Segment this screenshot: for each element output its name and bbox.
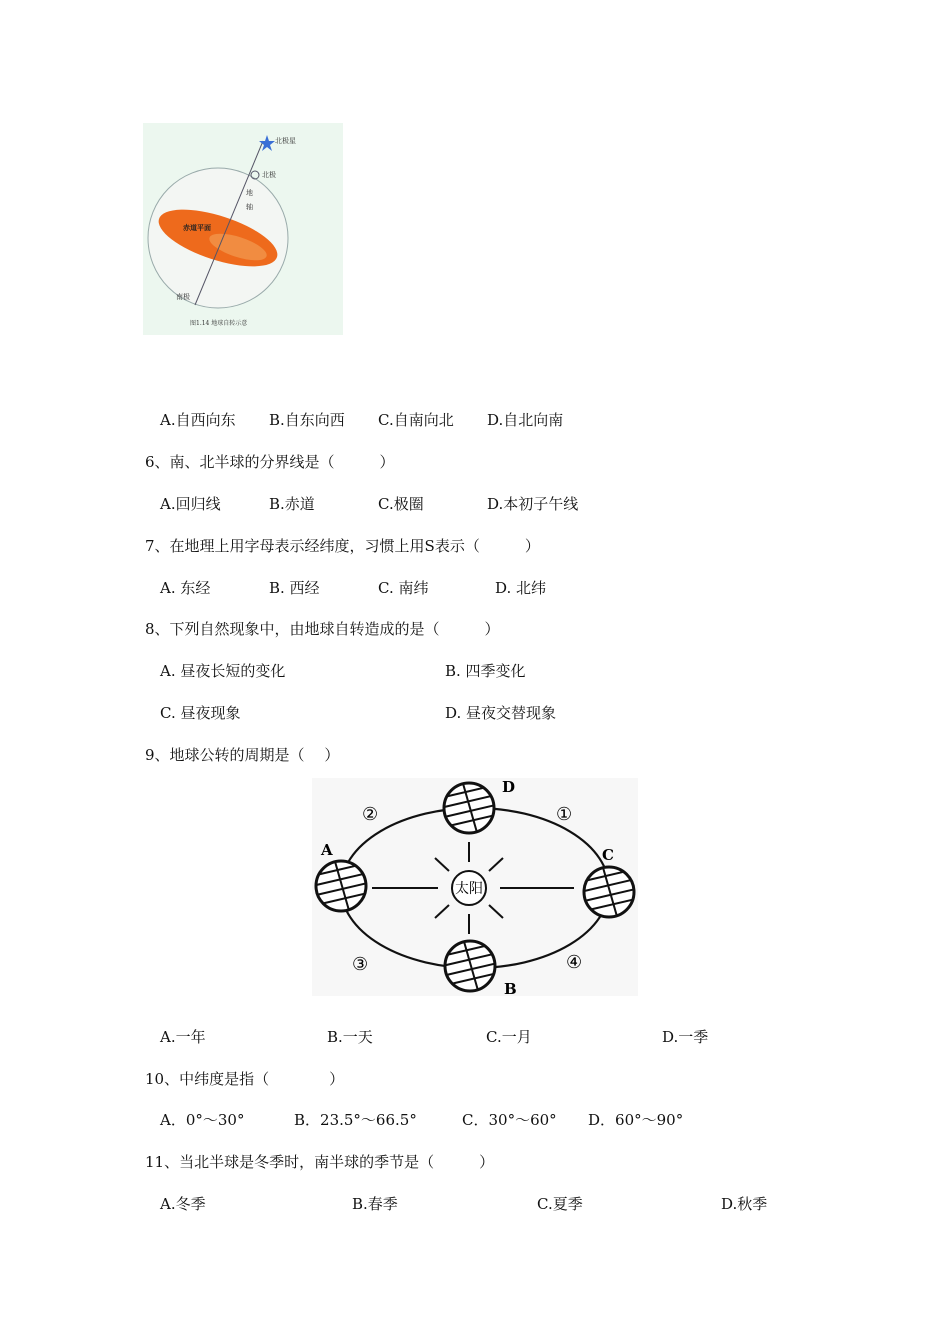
q6-option-d[interactable]: D.本初子午线: [487, 495, 579, 513]
q5-option-d[interactable]: D.自北向南: [487, 411, 564, 429]
q9-option-d[interactable]: D.一季: [662, 1028, 709, 1046]
earth-rotation-figure: [143, 123, 343, 335]
q7-stem: 7、在地理上用字母表示经纬度，习惯上用S表示（ ）: [145, 537, 540, 555]
south-pole-label: 南极: [176, 293, 190, 301]
sun-label: 太阳: [455, 881, 483, 897]
q11-option-c[interactable]: C.夏季: [537, 1195, 583, 1213]
q6-option-b[interactable]: B.赤道: [269, 495, 315, 513]
q8-option-a[interactable]: A. 昼夜长短的变化: [160, 662, 286, 680]
q8-option-d[interactable]: D. 昼夜交替现象: [445, 704, 557, 722]
q10-stem: 10、中纬度是指（ ）: [145, 1070, 345, 1088]
q7-option-d[interactable]: D. 北纬: [495, 579, 547, 597]
q7-option-b[interactable]: B. 西经: [269, 579, 320, 597]
axis-label-1: 地: [246, 189, 253, 197]
axis-label-2: 轴: [246, 203, 253, 211]
q7-option-c[interactable]: C. 南纬: [378, 579, 429, 597]
position-label-b: B: [504, 980, 517, 996]
q9-option-b[interactable]: B.一天: [327, 1028, 373, 1046]
earth-position-c: [580, 864, 638, 920]
q8-option-c[interactable]: C. 昼夜现象: [160, 704, 241, 722]
q9-option-a[interactable]: A.一年: [160, 1028, 206, 1046]
earth-rotation-diagram: [143, 123, 343, 335]
earth-orbit-figure: [312, 778, 638, 996]
q8-option-b[interactable]: B. 四季变化: [445, 662, 526, 680]
q7-option-a[interactable]: A. 东经: [160, 579, 211, 597]
q10-option-c[interactable]: C．30°～60°: [462, 1111, 557, 1129]
equator-plane-label: 赤道平面: [183, 223, 211, 232]
position-label-a: A: [321, 841, 333, 859]
north-pole-label: 北极: [262, 171, 276, 179]
earth-position-a: [312, 858, 372, 914]
figure1-caption: 图1.14 地球自转示意: [190, 320, 248, 327]
q5-option-a[interactable]: A.自西向东: [160, 411, 236, 429]
arc-label-1: ①: [556, 804, 573, 825]
q6-option-a[interactable]: A.回归线: [160, 495, 221, 513]
q9-option-c[interactable]: C.一月: [486, 1028, 532, 1046]
arc-label-4: ④: [566, 952, 583, 973]
position-label-d: D: [502, 778, 516, 796]
q10-option-d[interactable]: D．60°～90°: [588, 1111, 684, 1129]
q11-option-a[interactable]: A.冬季: [160, 1195, 206, 1213]
position-label-c: C: [602, 846, 614, 864]
polaris-label: 北极星: [275, 137, 296, 145]
q11-option-d[interactable]: D.秋季: [721, 1195, 768, 1213]
q9-stem: 9、地球公转的周期是（ ）: [145, 746, 340, 764]
q8-stem: 8、下列自然现象中，由地球自转造成的是（ ）: [145, 620, 500, 638]
q6-stem: 6、南、北半球的分界线是（ ）: [145, 453, 395, 471]
q11-option-b[interactable]: B.春季: [352, 1195, 398, 1213]
arc-label-2: ②: [362, 804, 379, 825]
star-icon: [259, 135, 275, 151]
earth-position-b: [442, 938, 502, 994]
earth-position-d: [440, 780, 500, 836]
earth-orbit-diagram: [312, 778, 638, 996]
q6-option-c[interactable]: C.极圈: [378, 495, 424, 513]
q5-option-b[interactable]: B.自东向西: [269, 411, 345, 429]
q10-option-a[interactable]: A．0°～30°: [160, 1111, 245, 1129]
arc-label-3: ③: [352, 954, 369, 975]
q5-option-c[interactable]: C.自南向北: [378, 411, 454, 429]
q10-option-b[interactable]: B．23.5°～66.5°: [294, 1111, 417, 1129]
q11-stem: 11、当北半球是冬季时，南半球的季节是（ ）: [145, 1153, 495, 1171]
